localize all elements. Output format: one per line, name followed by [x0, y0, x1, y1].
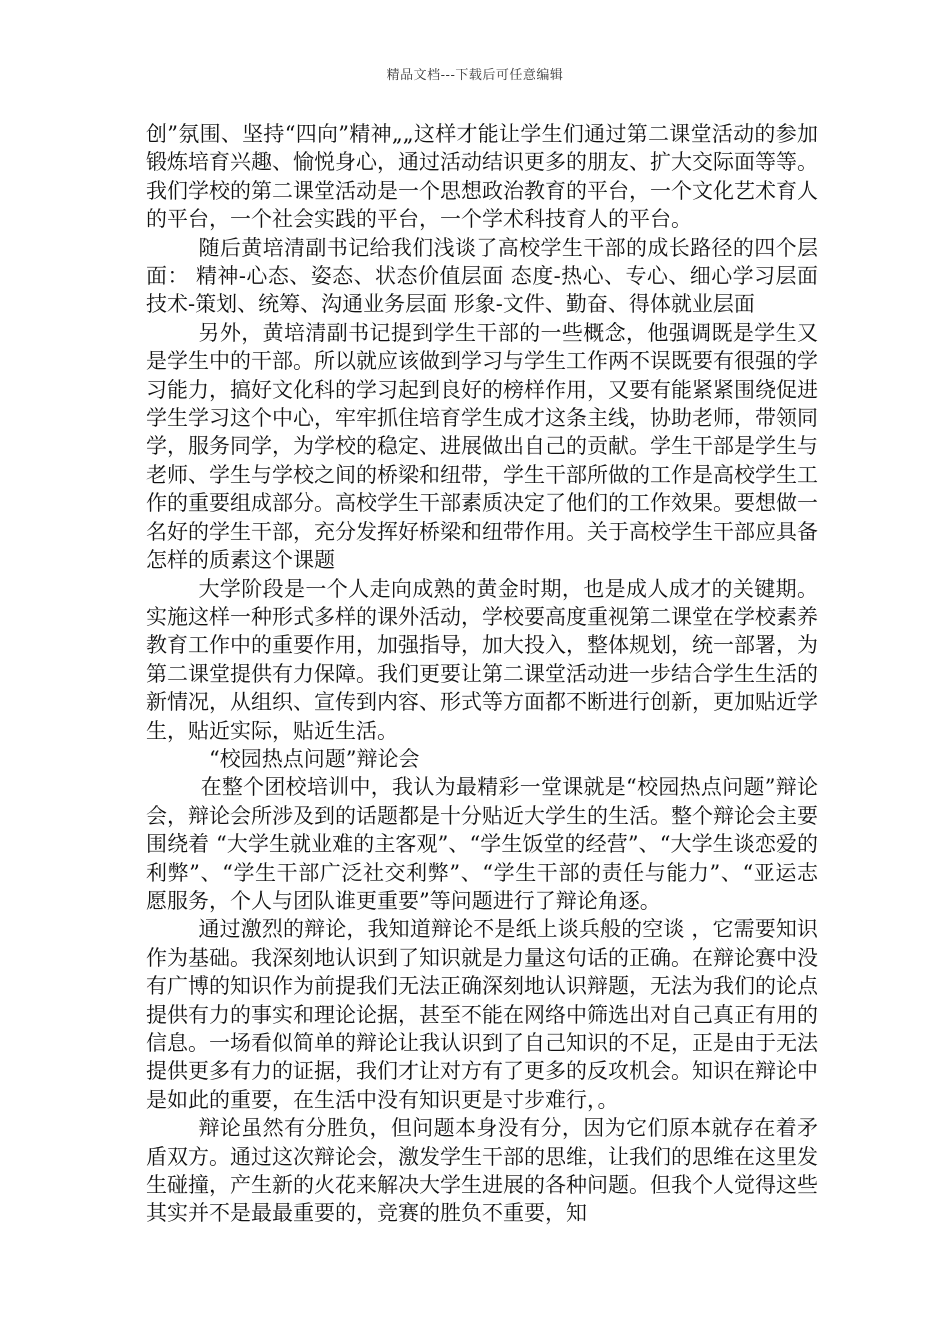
- paragraph-3: 另外，黄培清副书记提到学生干部的一些概念，他强调既是学生又是学生中的干部。所以就应该做到学习与学生工作两不误既要有很强的学习能力，搞好文化科的学习起到良好的榜样作用，又要有能紧紧围绕促进学生学习这个中心，牢牢抓住培育学生成才这条主线，协助老师，带领同学，服务同学，为学校的稳定、进展做出自己的贡献。学生干部是学生与老师、学生与学校之间的桥梁和纽带，学生干部所做的工作是高校学生工作的重要组成部分。高校学生干部素质决定了他们的工作效果。要想做一名好的学生干部，充分发挥好桥梁和纽带作用。关于高校学生干部应具备怎样的质素这个课题: [146, 320, 818, 573]
- paragraph-5: 在整个团校培训中，我认为最精彩一堂课就是“校园热点问题”辩论会，辩论会所涉及到的话题都是十分贴近大学生的生活。整个辩论会主要围绕着 “大学生就业难的主客观”、“学生饭堂的经营”、“大学生谈恋爱的利弊”、“学生干部广泛社交利弊”、“学生干部的责任与能力”、“亚运志愿服务，个人与团队谁更重要”等问题进行了辩论角逐。: [146, 775, 818, 913]
- document-body: [146, 120, 818, 1228]
- page-header: 精品文档---下载后可任意编辑: [386, 68, 564, 83]
- paragraph-4: 大学阶段是一个人走向成熟的黄金时期，也是成人成才的关键期。实施这样一种形式多样的课外活动，学校要高度重视第二课堂在学校素养教育工作中的重要作用，加强指导，加大投入，整体规划，统一部署，为第二课堂提供有力保障。我们更要让第二课堂活动进一步结合学生生活的新情况，从组织、宣传到内容、形式等方面都不断进行创新，更加贴近学生，贴近实际，贴近生活。: [146, 576, 818, 743]
- paragraph-2: 随后黄培清副书记给我们浅谈了高校学生干部的成长路径的四个层面： 精神-心态、姿态、状态价值层面 态度-热心、专心、细心学习层面 技术-策划、统筹、沟通业务层面 形象-文件、勤奋、得体就业层面: [146, 235, 818, 317]
- section-heading: “校园热点问题”辩论会: [209, 746, 420, 771]
- paragraph-1: 创”氛围、坚持“四向”精神„„这样才能让学生们通过第二课堂活动的参加锻炼培育兴趣、愉悦身心，通过活动结识更多的朋友、扩大交际面等等。我们学校的第二课堂活动是一个思想政治教育的平台，一个文化艺术育人的平台，一个社会实践的平台，一个学术科技育人的平台。: [146, 122, 818, 232]
- paragraph-6: 通过激烈的辩论，我知道辩论不是纸上谈兵般的空谈 ，它需要知识作为基础。我深刻地认识到了知识就是力量这句话的正确。在辩论赛中没有广博的知识作为前提我们无法正确深刻地认识辩题，无法为我们的论点提供有力的事实和理论论据，甚至不能在网络中筛选出对自己真正有用的信息。一场看似简单的辩论让我认识到了自己知识的不足，正是由于无法提供更多有力的证据，我们才让对方有了更多的反攻机会。知识在辩论中是如此的重要，在生活中没有知识更是寸步难行，。: [146, 917, 818, 1112]
- paragraph-7: 辩论虽然有分胜负，但问题本身没有分，因为它们原本就存在着矛盾双方。通过这次辩论会，激发学生干部的思维，让我们的思维在这里发生碰撞，产生新的火花来解决大学生进展的各种问题。但我个人觉得这些其实并不是最最重要的，竞赛的胜负不重要，知: [146, 1116, 818, 1226]
